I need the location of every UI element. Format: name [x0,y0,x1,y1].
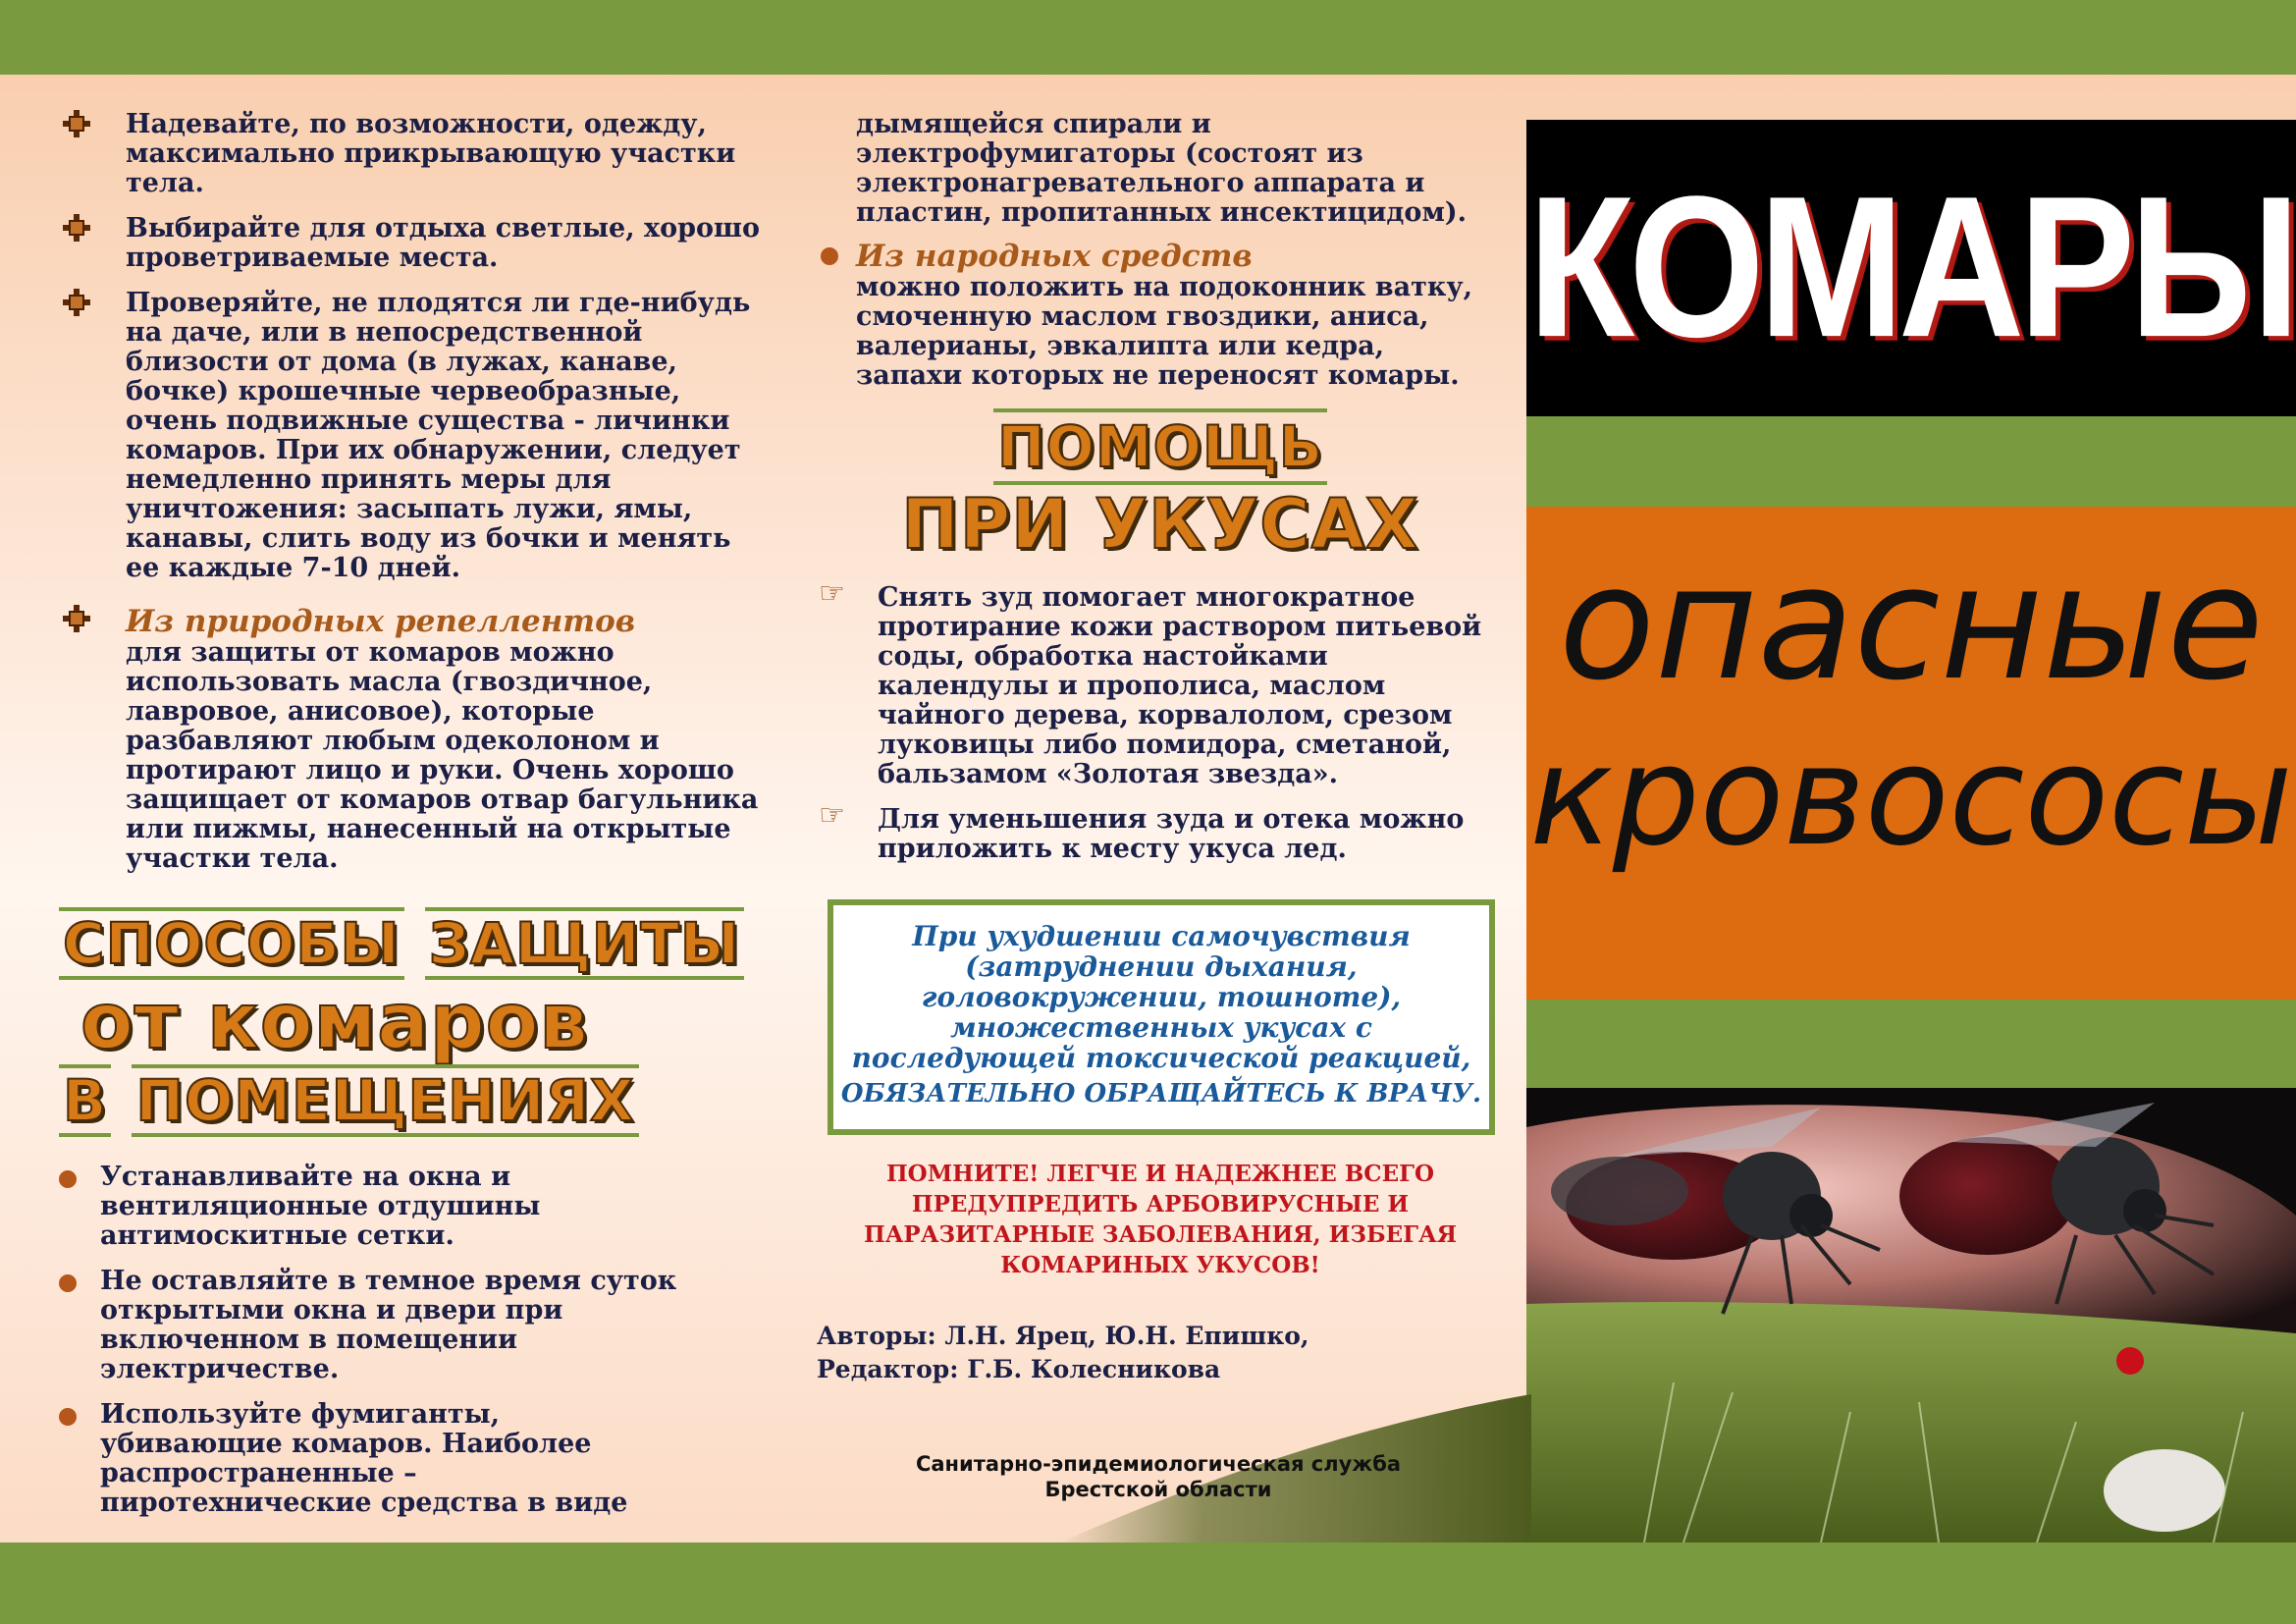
headline-word: СПОСОБЫ [59,907,404,980]
remember-line: КОМАРИНЫХ УКУСОВ! [1000,1252,1320,1278]
list-item [59,1163,687,1251]
warning-line: (затруднении дыхания, [965,950,1358,983]
list-item [59,605,766,874]
headline-word: ЗАЩИТЫ [425,907,744,980]
pointing-hand-icon: ☞ [819,798,845,833]
cover-subtitle: опасные [1559,531,2264,715]
bullet-text: Устанавливайте на окна и вентиляционные отдушины антимоскитные сетки. [100,1162,541,1251]
bullet-text: Надевайте, по возможности, одежду, максимально прикрывающую участки тела. [126,109,736,198]
bullet-text: Проверяйте, не плодятся ли где-нибудь на даче, или в непосредственной близости от дома (в лужах, канаве, бочке) крошечные червеобразные, очень подвижные существа - личинки комаров. При их обнаружении, следует немедленно принять меры для уничтожения: засыпать лужи, ямы, канавы, слить воду из бочки и менять ее каждые 7-10 дней. [126,288,751,583]
bullet-text: Выбирайте для отдыха светлые, хорошо проветриваемые места. [126,213,761,273]
square-bullet-icon [63,110,90,137]
continuation-text: дымящейся спирали и электрофумигаторы (состоят из электронагревательного аппарата и пластин, пропитанных инсектицидом). [856,109,1468,228]
headline-word: от комаров [80,978,589,1066]
bullet-text: Для уменьшения зуда и отека можно приложить к месту укуса лед. [878,804,1465,864]
remember-notice [817,1159,1504,1280]
middle-column [817,110,1504,880]
headline-word: В [59,1064,111,1137]
list-item [59,1400,687,1518]
left-column [59,110,766,1534]
list-item [59,110,766,198]
repellents-heading: Из природных репеллентов [126,604,636,639]
remember-line: ПРЕДУПРЕДИТЬ АРБОВИРУСНЫЕ И [911,1191,1410,1218]
headline-word: ПОМЕЩЕНИЯХ [132,1064,638,1137]
organization-name [883,1451,1433,1502]
round-bullet-icon [59,1274,77,1292]
list-item [817,798,1504,864]
list-item [817,240,1484,391]
square-bullet-icon [63,289,90,316]
green-stripe [1526,1000,2296,1088]
folk-heading: Из народных средств [856,239,1253,274]
green-stripe [1526,416,2296,507]
organization-line: Брестской области [1044,1478,1272,1501]
warning-line: При ухудшении самочувствия [912,920,1411,952]
organization-line: Санитарно-эпидемиологическая служба [915,1452,1402,1476]
remember-line: ПАРАЗИТАРНЫЕ ЗАБОЛЕВАНИЯ, ИЗБЕГАЯ [863,1221,1458,1248]
list-item [59,1267,687,1384]
warning-line: ОБЯЗАТЕЛЬНО ОБРАЩАЙТЕСЬ К ВРАЧУ. [840,1079,1482,1109]
warning-line: головокружении, тошноте), [921,981,1402,1013]
round-bullet-icon [59,1170,77,1188]
editor-line: Редактор: Г.Б. Колесникова [817,1355,1221,1383]
protection-headline [59,907,766,1137]
bottom-green-band [0,1543,2296,1624]
pointing-hand-icon: ☞ [819,576,845,611]
authors-line: Авторы: Л.Н. Ярец, Ю.Н. Епишко, [817,1322,1309,1350]
headline-word: ПОМОЩЬ [993,408,1327,485]
list-item [59,214,766,273]
headline-word: ПРИ УКУСАХ [901,484,1419,565]
bullet-text: Снять зуд помогает многократное протирание кожи раствором питьевой соды, обработка настойками календулы и прополиса, маслом чайного дерева, корвалолом, срезом луковицы либо помидора, сметаной, бальзамом «Золотая звезда». [878,582,1482,789]
folk-text: можно положить на подоконник ватку, смоченную маслом гвоздики, аниса, валерианы, эвкалипта или кедра, запахи которых не переносят комары. [856,272,1473,391]
warning-line: множественных укусах с [950,1011,1372,1044]
top-green-band [0,0,2296,75]
cover-title: КОМАРЫ [1527,154,2295,379]
doctor-warning-box [828,899,1495,1135]
list-item [817,110,1484,228]
help-headline [817,408,1504,564]
grass-decoration [1060,1326,2296,1543]
bullet-text: Используйте фумиганты, убивающие комаров. Наиболее распространенные – пиротехнические средства в виде [100,1399,628,1518]
bullet-text: Не оставляйте в темное время суток открытыми окна и двери при включенном в помещении электричестве. [100,1266,677,1384]
remember-line: ПОМНИТЕ! ЛЕГЧЕ И НАДЕЖНЕЕ ВСЕГО [885,1161,1435,1187]
warning-line: последующей токсической реакцией, [851,1042,1471,1074]
list-item [817,576,1504,789]
square-bullet-icon [63,605,90,632]
repellents-text: для защиты от комаров можно использовать масла (гвоздичное, лавровое, анисовое), которые разбавляют любым одеколоном и протирают лицо и руки. Очень хорошо защищает от комаров отвар багульника или пижмы, нанесенный на открытые участки тела. [126,637,759,874]
list-item [59,289,766,583]
round-bullet-icon [821,247,838,265]
round-bullet-icon [59,1408,77,1426]
cover-subtitle: кровососы [1529,717,2293,877]
square-bullet-icon [63,214,90,242]
